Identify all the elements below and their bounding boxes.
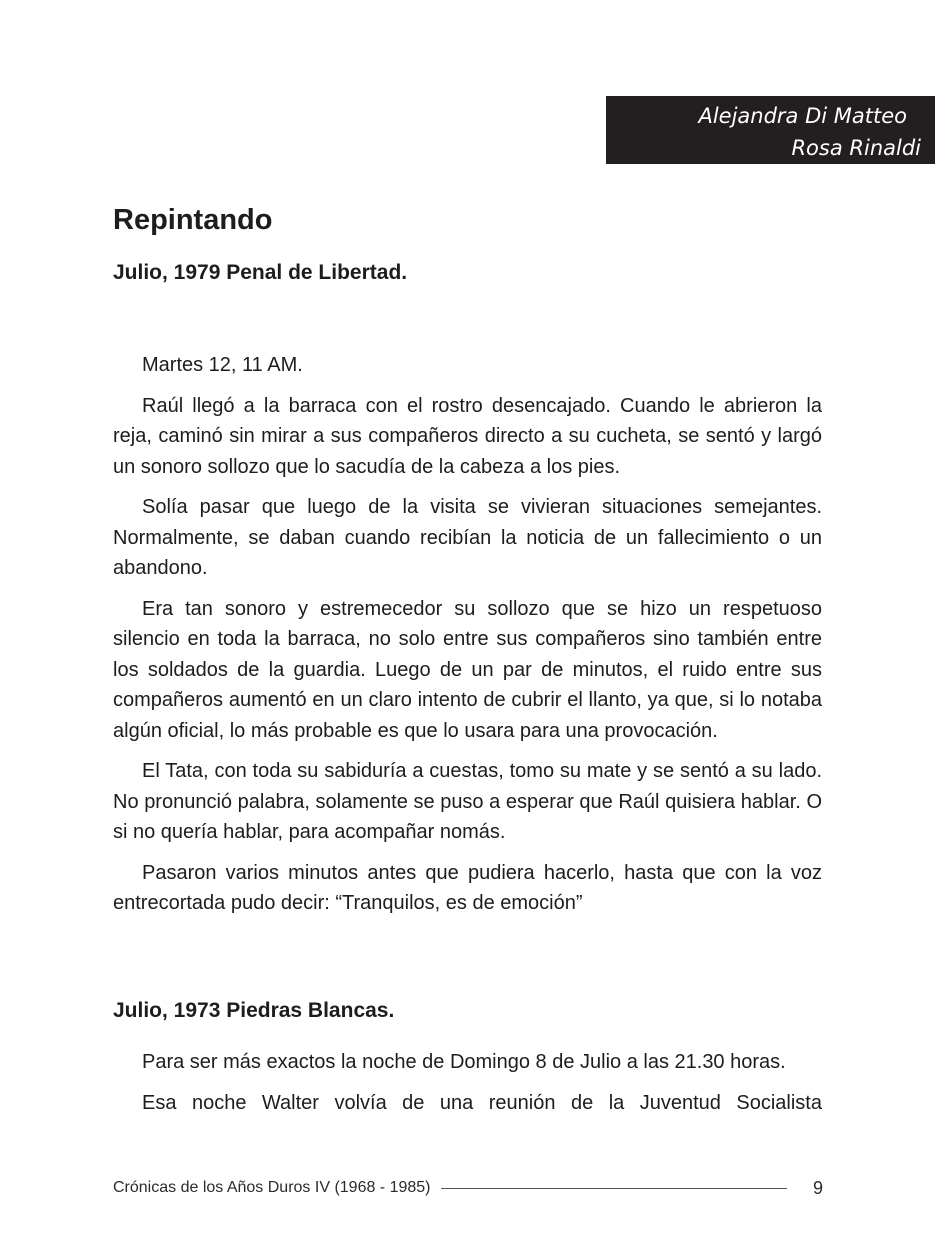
paragraph: Raúl llegó a la barraca con el rostro desencajado. Cuando le abrieron la reja, caminó sin mirar a sus compañeros directo a su cucheta, se sentó y largó un sonoro sollozo que lo sacudía de la cabeza a los pies. (113, 394, 822, 478)
section-heading: Julio, 1979 Penal de Libertad. (113, 261, 408, 284)
author-name: Alejandra Di Matteo (698, 104, 907, 128)
author-name: Rosa Rinaldi (791, 136, 921, 160)
section-body (113, 350, 822, 929)
page-number: 9 (812, 1177, 823, 1198)
paragraph: Era tan sonoro y estremecedor su sollozo que se hizo un respetuoso silencio en toda la barraca, no solo entre sus compañeros sino también entre los soldados de la guardia. Luego de un par de minutos, el ruido entre sus compañeros aumentó en un claro intento de cubrir el llanto, ya que, si lo notaba algún oficial, lo más probable es que lo usara para una provocación. (113, 597, 822, 742)
chapter-title: Repintando (113, 204, 273, 236)
section-body (113, 1047, 822, 1128)
paragraph: El Tata, con toda su sabiduría a cuestas, tomo su mate y se sentó a su lado. No pronunció palabra, solamente se puso a esperar que Raúl quisiera hablar. O si no quería hablar, para acompañar nomás. (113, 760, 822, 843)
authors-box (606, 96, 935, 164)
paragraph: Pasaron varios minutos antes que pudiera hacerlo, hasta que con la voz entrecortada pudo decir: “Tranquilos, es de emoción” (113, 861, 822, 914)
paragraph: Solía pasar que luego de la visita se vivieran situaciones semejantes. Normalmente, se daban cuando recibían la noticia de un fallecimiento o un abandono. (113, 496, 822, 579)
footer-rule (441, 1188, 787, 1189)
page-footer (113, 1176, 823, 1200)
paragraph: Martes 12, 11 AM. (142, 354, 303, 376)
book-title: Crónicas de los Años Duros IV (1968 - 1985) (113, 1179, 431, 1196)
paragraph: Para ser más exactos la noche de Domingo 8 de Julio a las 21.30 horas. (142, 1051, 786, 1073)
paragraph: Esa noche Walter volvía de una reunión de la Juventud Socialista (142, 1091, 822, 1114)
section-heading: Julio, 1973 Piedras Blancas. (113, 999, 395, 1022)
